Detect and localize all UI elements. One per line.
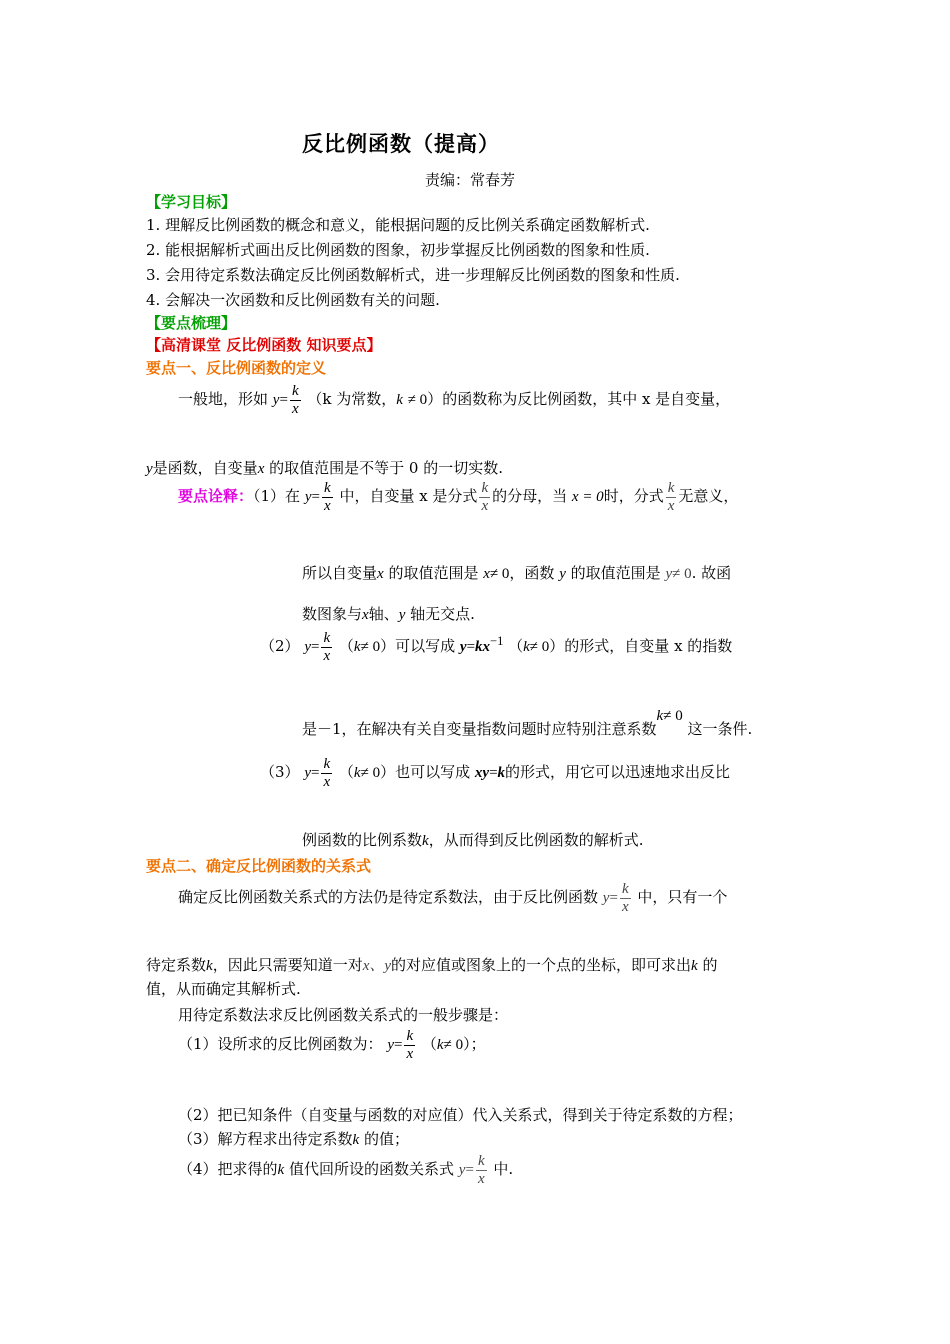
- determine-line-4: 用待定系数法求反比例函数关系式的一般步骤是：: [178, 1006, 509, 1024]
- step-4: （4）把求得的k 值代回所设的函数关系式 y= $\frac{k}{x}$ 中.: [178, 1153, 514, 1187]
- step-2: （2）把已知条件（自变量与函数的对应值）代入关系式，得到关于待定系数的方程；: [178, 1106, 743, 1124]
- points-heading: 【要点梳理】: [146, 314, 237, 332]
- note-1-line-3: 数图象与x轴、y 轴无交点.: [302, 605, 475, 623]
- determine-line-3: 值，从而确定其解析式.: [146, 980, 301, 998]
- note-2-line-1: （2） y= $\frac{k}{x}$ （k≠ 0）可以写成 $y=kx^{-1}$ （k≠ 0）的形式，自变量 x 的指数: [260, 630, 733, 664]
- definition-line-2: y是函数，自变量x 的取值范围是不等于 0 的一切实数.: [146, 459, 503, 477]
- determine-line-1: 确定反比例函数关系式的方法仍是待定系数法，由于反比例函数 y= $\frac{k}{x}$ 中，只有一个: [178, 881, 728, 915]
- point2-heading: 要点二、确定反比例函数的关系式: [146, 857, 372, 875]
- determine-line-2: 待定系数k，因此只需要知道一对x、y的对应值或图象上的一个点的坐标，即可求出k 的: [146, 956, 718, 974]
- goal-item: 2. 能根据解析式画出反比例函数的图象，初步掌握反比例函数的图象和性质.: [146, 241, 650, 259]
- video-heading: 【高清课堂 反比例函数 知识要点】: [146, 336, 382, 354]
- goals-heading: 【学习目标】: [146, 193, 237, 211]
- note-3-line-2: 例函数的比例系数k，从而得到反比例函数的解析式.: [302, 831, 644, 849]
- point1-heading: 要点一、反比例函数的定义: [146, 359, 327, 377]
- note-1-line-1: 要点诠释：（1）在 y= $\frac{k}{x}$ 中，自变量 x 是分式 $\frac{k}{x}$ 的分母，当 x = 0时，分式 $\frac{k}{x}$ 无意义，: [178, 480, 739, 514]
- step-3: （3）解方程求出待定系数k 的值；: [178, 1130, 410, 1148]
- note-3-line-1: （3） y= $\frac{k}{x}$ （k≠ 0）也可以写成 xy=k的形式，用它可以迅速地求出反比: [260, 756, 731, 790]
- step-1: （1）设所求的反比例函数为： y= $\frac{k}{x}$ （k≠ 0）；: [178, 1028, 486, 1062]
- definition-line-1: 一般地，形如 y= $\frac{k}{x}$ （k 为常数，k ≠ 0）的函数称为反比例函数，其中 x 是自变量，: [178, 383, 731, 417]
- page-title: 反比例函数（提高）: [302, 131, 500, 156]
- goal-item: 1. 理解反比例函数的概念和意义，能根据问题的反比例关系确定函数解析式.: [146, 216, 650, 234]
- goal-item: 4. 会解决一次函数和反比例函数有关的问题.: [146, 291, 440, 309]
- goal-item: 3. 会用待定系数法确定反比例函数解析式，进一步理解反比例函数的图象和性质.: [146, 266, 680, 284]
- note-1-line-2: 所以自变量x 的取值范围是 x≠ 0，函数 y 的取值范围是 y≠ 0. 故函: [302, 564, 732, 582]
- editor-line: 责编：常春芳: [425, 171, 516, 189]
- note-2-line-2: 是－1，在解决有关自变量指数问题时应特别注意系数k≠ 0 这一条件.: [302, 708, 753, 738]
